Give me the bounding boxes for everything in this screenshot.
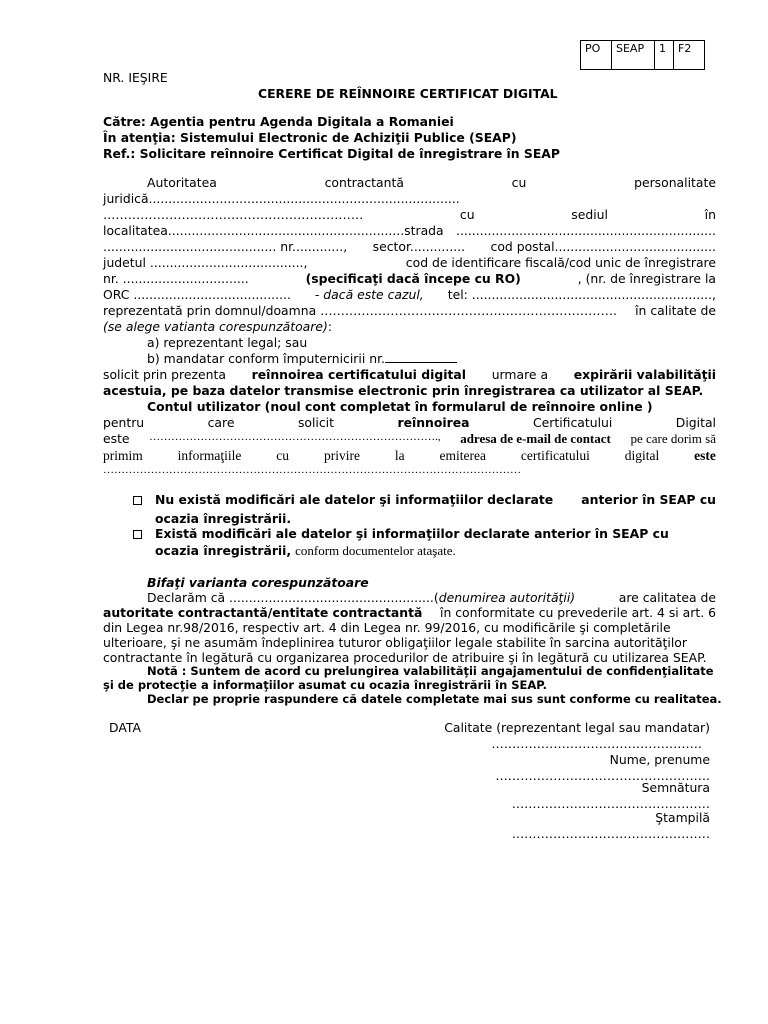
code-cell-form: F2 bbox=[674, 41, 705, 70]
date-label: DATA bbox=[109, 720, 141, 735]
capacity-dots: …………………………………………… bbox=[491, 736, 702, 751]
signature-dots: ………………………………………… bbox=[511, 796, 710, 811]
declaration-line3: din Legea nr.98/2016, respectiv art. 4 din Legea nr. 99/2016, cu modificările şi completările bbox=[103, 620, 671, 635]
request-line: solicit prin prezenta reînnoirea certificatului digital urmare a expirării valabilităţii bbox=[103, 367, 716, 382]
form-code-table bbox=[580, 40, 705, 70]
signature-label: Semnătura bbox=[641, 780, 710, 795]
code-cell-po: PO bbox=[581, 41, 612, 70]
name-dots: ……………………………………………. bbox=[495, 768, 710, 783]
para1-line1: Autoritatea contractantă cu personalitate bbox=[147, 175, 716, 190]
changes-exist-text-line1: Există modificări ale datelor şi informaţiilor declarate anterior în SEAP cu bbox=[155, 526, 669, 541]
no-changes-text-line1: Nu există modificări ale datelor şi informaţiilor declarate anterior în SEAP cu bbox=[155, 492, 716, 507]
orc-phone-field: ORC ........................................ - dacă este cazul, tel: ............................................................., bbox=[103, 287, 716, 302]
mandate-number-blank bbox=[385, 351, 457, 363]
locality-street-field: localitatea............................................................strada .................................................................. bbox=[103, 223, 716, 238]
legal-entity-field: juridică............................................................................... bbox=[103, 191, 460, 206]
request-line-2: acestuia, pe baza datelor transmise electronic prin înregistrarea ca utilizator al SEAP. bbox=[103, 383, 704, 398]
capacity-label: Calitate (reprezentant legal sau mandatar) bbox=[444, 720, 710, 735]
final-declaration: Declar pe proprie raspundere că datele completate mai sus sunt conforme cu realitatea. bbox=[147, 692, 722, 706]
declaration-line2: autoritate contractantă/entitate contractantă în conformitate cu prevederile art. 4 si art. 6 bbox=[103, 605, 716, 620]
declaration-line5: contractante în legătură cu organizarea procedurilor de atribuire şi în legătură cu utilizarea SEAP. bbox=[103, 650, 707, 665]
changes-exist-text-line2: ocazia înregistrării, conform documentelor ataşate. bbox=[155, 543, 456, 558]
email-dots-field: …………………………………………………………………………………………………… bbox=[103, 464, 521, 476]
county-fiscal-code-field: judetul ......................................., cod de identificare fiscală/cod unic de înregistrare bbox=[103, 255, 716, 270]
tick-variant-instruction: Bifaţi varianta corespunzătoare bbox=[147, 575, 369, 590]
declaration-line4: ulterioare, şi ne asumăm îndeplinirea tuturor obligaţiilor legale stabilite în sarcina autorităţilor bbox=[103, 635, 687, 650]
registration-number-field: nr. ................................ (specificaţi dacă începe cu RO) , (nr. de înregistrare la bbox=[103, 271, 716, 286]
option-legal-representative: a) reprezentant legal; sau bbox=[147, 335, 308, 350]
name-label: Nume, prenume bbox=[609, 752, 710, 767]
exit-number-label: NR. IEŞIRE bbox=[103, 70, 168, 85]
addressee-line: Către: Agentia pentru Agenda Digitala a Romaniei bbox=[103, 114, 454, 129]
receive-info-line: primim informaţiile cu privire la emiterea certificatului digital este bbox=[103, 448, 716, 463]
contact-email-line: este ……………………………………………………………………., adresa de e-mail de contact pe care dorim să bbox=[103, 431, 716, 446]
attention-line: În atenţia: Sistemului Electronic de Achiziţii Publice (SEAP) bbox=[103, 130, 517, 145]
code-cell-version: 1 bbox=[655, 41, 674, 70]
choose-variant-note: (se alege vatianta corespunzătoare): bbox=[103, 319, 333, 334]
renewal-line: pentru care solicit reînnoirea Certificatului Digital bbox=[103, 415, 716, 430]
reference-line: Ref.: Solicitare reînnoire Certificat Digital de înregistrare în SEAP bbox=[103, 146, 560, 161]
code-cell-seap: SEAP bbox=[612, 41, 655, 70]
option-mandatary: b) mandatar conform împuternicirii nr. bbox=[147, 351, 457, 366]
document-title: CERERE DE REÎNNOIRE CERTIFICAT DIGITAL bbox=[258, 86, 558, 101]
user-account-line: Contul utilizator (noul cont completat în formularul de reînnoire online ) bbox=[147, 399, 653, 414]
representative-field: reprezentată prin domnul/doamna ……………………………………..………………………. în calitate de bbox=[103, 303, 716, 318]
no-changes-text-line2: ocazia înregistrării. bbox=[155, 511, 292, 526]
no-changes-checkbox[interactable] bbox=[133, 496, 142, 505]
stamp-label: Ştampilă bbox=[655, 810, 710, 825]
changes-exist-checkbox[interactable] bbox=[133, 530, 142, 539]
number-sector-postal-field: ............................................ nr............., sector.............. cod postal......................................... bbox=[103, 239, 716, 254]
note-line1: Notă : Suntem de acord cu prelungirea valabilităţii angajamentului de confidenţialitate bbox=[147, 664, 714, 678]
declaration-line1: Declarăm că ....................................................(denumirea autorităţii) are calitatea de bbox=[147, 590, 716, 605]
stamp-dots: ………………………………………… bbox=[511, 826, 710, 841]
note-line2: şi de protecţie a informaţiilor asumat cu ocazia înregistrării în SEAP. bbox=[103, 678, 547, 692]
para1-line3: ……………………………………………………… cu sediul în bbox=[103, 207, 716, 222]
